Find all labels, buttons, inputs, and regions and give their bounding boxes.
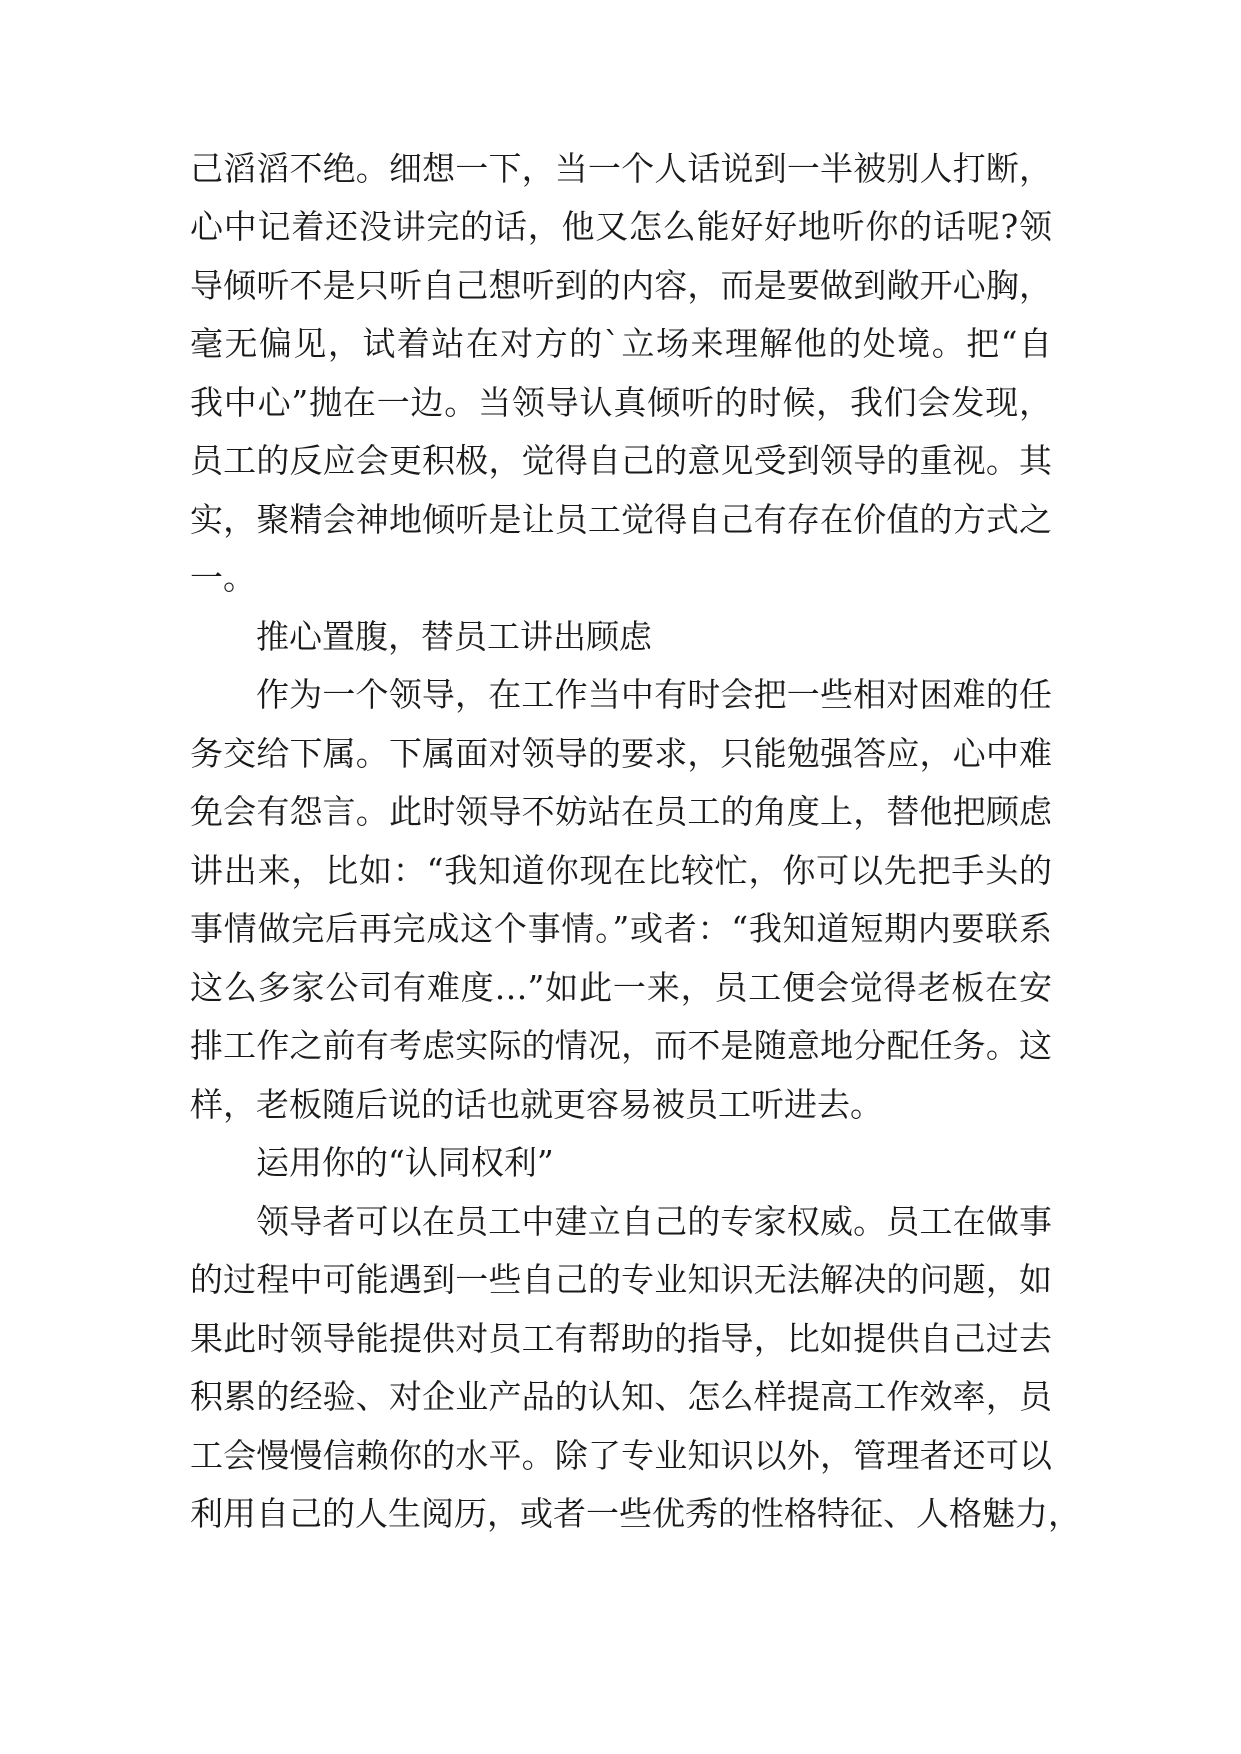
paragraph-line: 免会有怨言。此时领导不妨站在员工的角度上，替他把顾虑 (190, 792, 1052, 831)
paragraph-line: 导倾听不是只听自己想听到的内容，而是要做到敞开心胸， (190, 266, 1052, 305)
paragraph-line: 员工的反应会更积极，觉得自己的意见受到领导的重视。其 (190, 441, 1052, 480)
section-heading: 运用你的“认同权利” (256, 1143, 554, 1182)
paragraph-line: 排工作之前有考虑实际的情况，而不是随意地分配任务。这 (190, 1026, 1052, 1065)
paragraph-line: 作为一个领导，在工作当中有时会把一些相对困难的任 (256, 675, 1052, 714)
paragraph-line: 实，聚精会神地倾听是让员工觉得自己有存在价值的方式之 (190, 500, 1052, 539)
paragraph-line: 这么多家公司有难度…”如此一来，员工便会觉得老板在安 (190, 968, 1052, 1007)
paragraph-line: 果此时领导能提供对员工有帮助的指导，比如提供自己过去 (190, 1319, 1052, 1358)
paragraph-line: 一。 (190, 558, 256, 597)
paragraph-line: 利用自己的人生阅历，或者一些优秀的性格特征、人格魅力， (190, 1494, 1081, 1533)
paragraph-line: 工会慢慢信赖你的水平。除了专业知识以外，管理者还可以 (190, 1436, 1052, 1475)
paragraph-line: 务交给下属。下属面对领导的要求，只能勉强答应，心中难 (190, 734, 1052, 773)
section-heading: 推心置腹，替员工讲出顾虑 (256, 617, 652, 656)
paragraph-line: 领导者可以在员工中建立自己的专家权威。员工在做事 (256, 1202, 1052, 1241)
paragraph-line: 积累的经验、对企业产品的认知、怎么样提高工作效率，员 (190, 1377, 1052, 1416)
paragraph-line: 己滔滔不绝。细想一下，当一个人话说到一半被别人打断， (190, 149, 1052, 188)
paragraph-line: 的过程中可能遇到一些自己的专业知识无法解决的问题，如 (190, 1260, 1052, 1299)
paragraph-line: 我中心”抛在一边。当领导认真倾听的时候，我们会发现， (190, 383, 1052, 422)
paragraph-line: 心中记着还没讲完的话，他又怎么能好好地听你的话呢?领 (190, 207, 1052, 246)
paragraph-line: 事情做完后再完成这个事情。”或者：“我知道短期内要联系 (190, 909, 1052, 948)
paragraph-line: 毫无偏见，试着站在对方的`立场来理解他的处境。把“自 (190, 324, 1052, 363)
paragraph-line: 讲出来，比如：“我知道你现在比较忙，你可以先把手头的 (190, 851, 1052, 890)
paragraph-line: 样，老板随后说的话也就更容易被员工听进去。 (190, 1085, 883, 1124)
